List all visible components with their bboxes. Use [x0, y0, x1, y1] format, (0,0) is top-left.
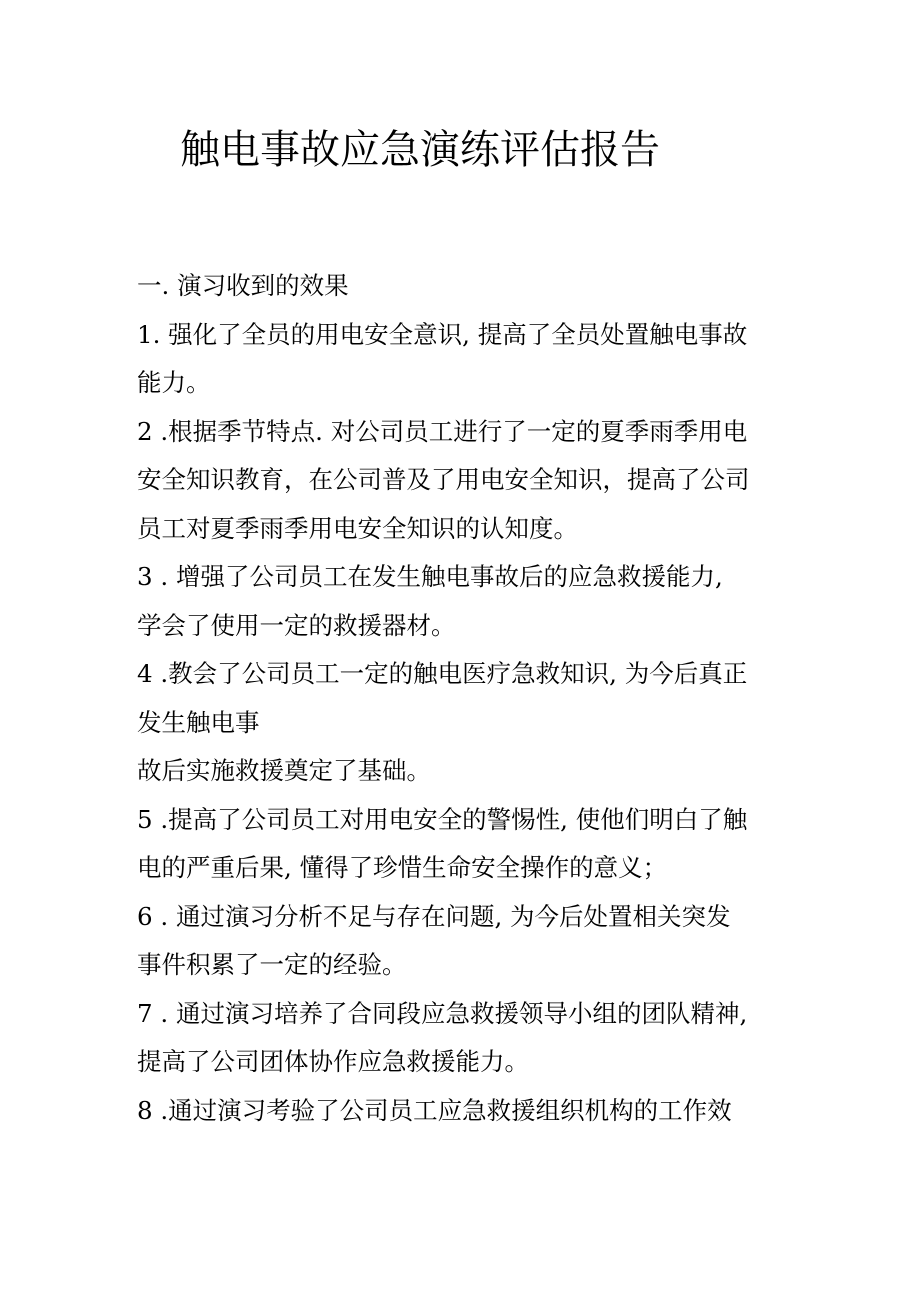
paragraph-line: 员工对夏季雨季用电安全知识的认知度。 — [137, 513, 578, 543]
paragraph-line: 能力。 — [137, 368, 211, 397]
paragraph-line: 5 .提高了公司员工对用电安全的警惕性, 使他们明白了触 — [137, 804, 748, 834]
paragraph-line: 3 . 增强了公司员工在发生触电事故后的应急救援能力, — [137, 562, 723, 591]
paragraph-line: 4 .教会了公司员工一定的触电医疗急救知识, 为今后真正 — [137, 659, 748, 688]
paragraph-line: 7 . 通过演习培养了合同段应急救援领导小组的团队精神, — [137, 998, 748, 1028]
paragraph-line: 2 .根据季节特点. 对公司员工进行了一定的夏季雨季用电 — [137, 416, 748, 446]
document-body — [137, 262, 797, 1135]
section-heading: 一. 演习收到的效果 — [137, 271, 349, 300]
paragraph-line: 8 .通过演习考验了公司员工应急救援组织机构的工作效 — [137, 1095, 732, 1125]
paragraph-line: 学会了使用一定的救援器材。 — [137, 610, 456, 640]
paragraph-line: 提高了公司团体协作应急救援能力。 — [137, 1047, 529, 1076]
document-title: 触电事故应急演练评估报告 — [180, 127, 660, 173]
paragraph-line: 事件积累了一定的经验。 — [137, 950, 407, 979]
paragraph-line: 故后实施救援奠定了基础。 — [137, 756, 431, 785]
paragraph-line: 电的严重后果, 懂得了珍惜生命安全操作的意义； — [137, 853, 668, 882]
paragraph-line: 发生触电事 — [137, 707, 260, 737]
paragraph-line: 1. 强化了全员的用电安全意识, 提高了全员处置触电事故 — [137, 319, 748, 349]
paragraph-line: 安全知识教育，在公司普及了用电安全知识，提高了公司 — [137, 465, 750, 494]
paragraph-line: 6 . 通过演习分析不足与存在问题, 为今后处置相关突发 — [137, 901, 731, 931]
